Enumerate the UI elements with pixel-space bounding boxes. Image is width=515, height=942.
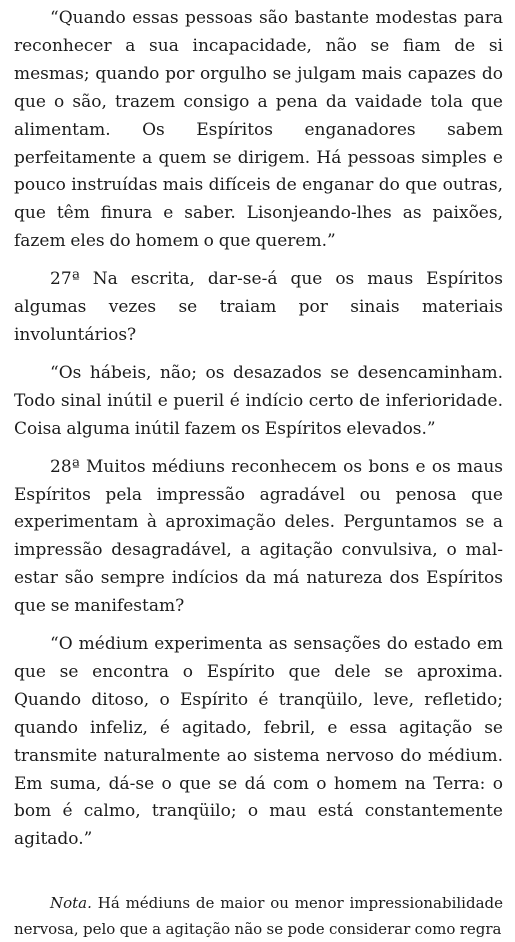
question-28-paragraph: 28ª Muitos médiuns reconhecem os bons e os maus Espíritos pela impressão agradável ou penosa que experimentam à aproximação deles. Perguntamos se a impressão desagradável, a agitação convulsiva, o mal-estar são sempre indícios da má natureza dos Espíritos que se manifestam? [14, 456, 503, 617]
answer-27-paragraph: “Os hábeis, não; os desazados se desencaminham. Todo sinal inútil e pueril é indício certo de inferioridade. Coisa alguma inútil fazem os Espíritos elevados.” [14, 362, 503, 439]
document-page [14, 0, 503, 942]
note-text: Há médiuns de maior ou menor impressionabilidade nervosa, pelo que a agitação não se pode considerar como regra [14, 894, 503, 939]
note-label: Nota. [50, 894, 92, 913]
answer-paragraph-1: “Quando essas pessoas são bastante modestas para reconhecer a sua incapacidade, não se fiam de si mesmas; quando por orgulho se julgam mais capazes do que o são, trazem consigo a pena da vaidade tola que alimentam. Os Espíritos enganadores sabem perfeitamente a quem se dirigem. Há pessoas simples e pouco instruídas mais difíceis de enganar do que outras, que têm finura e saber. Lisonjeando-lhes as paixões, fazem eles do homem o que querem.” [14, 8, 503, 252]
note-paragraph [14, 890, 503, 942]
answer-28-paragraph: “O médium experimenta as sensações do estado em que se encontra o Espírito que dele se aproxima. Quando ditoso, o Espírito é tranqüilo, leve, refletido; quando infeliz, é agitado, febril, e essa agitação se transmite naturalmente ao sistema nervoso do médium. Em suma, dá-se o que se dá com o homem na Terra: o bom é calmo, tranqüilo; o mau está constantemente agitado.” [14, 634, 503, 850]
question-27-paragraph: 27ª Na escrita, dar-se-á que os maus Espíritos algumas vezes se traiam por sinais materiais involuntários? [14, 269, 503, 345]
